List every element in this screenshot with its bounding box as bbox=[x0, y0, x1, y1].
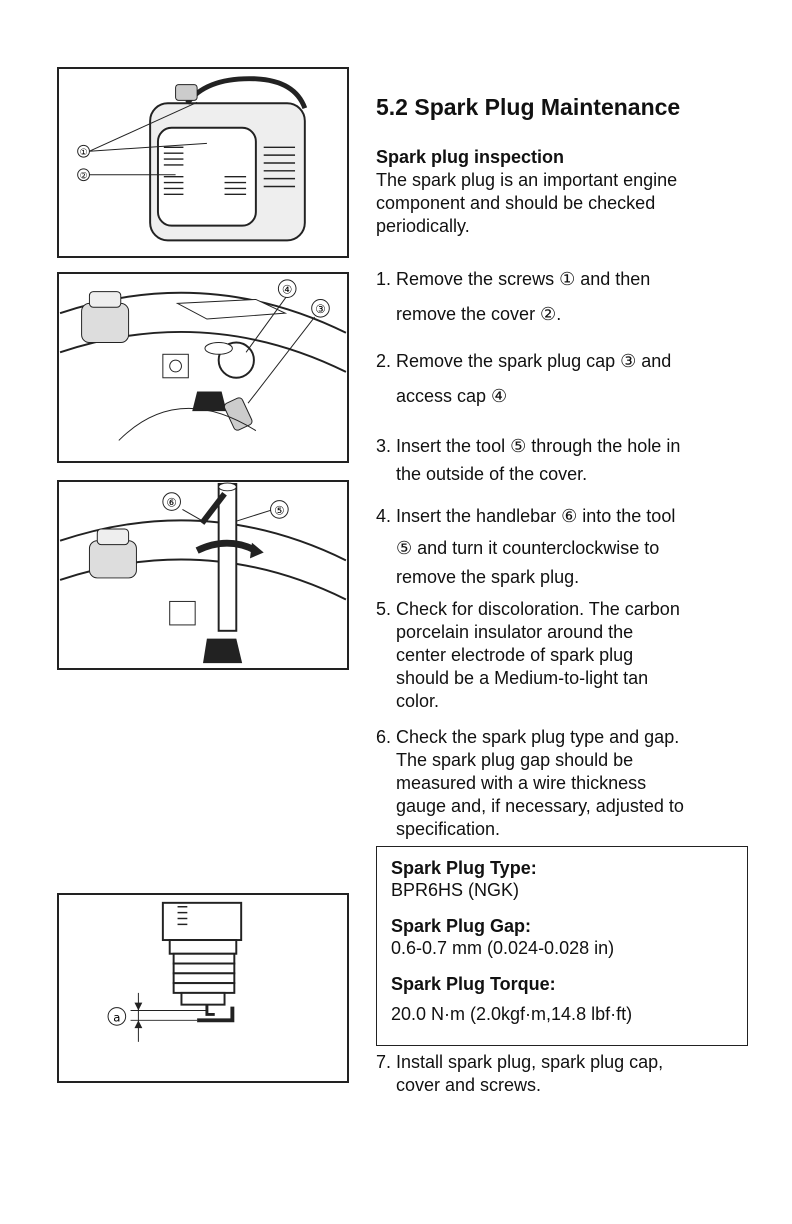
step-1 bbox=[376, 262, 736, 332]
step-4-num: 4. bbox=[376, 506, 397, 526]
callout-1: ① bbox=[79, 148, 88, 159]
step-6-line5: specification. bbox=[396, 819, 501, 839]
step-6-num: 6. bbox=[376, 727, 397, 747]
step-5 bbox=[376, 598, 736, 713]
figure-generator-overview bbox=[57, 67, 349, 258]
step-5-num: 5. bbox=[376, 599, 397, 619]
step-6-text1: Check the spark plug type and gap. bbox=[396, 727, 680, 747]
cap-removal-illustration bbox=[59, 274, 347, 461]
step-2-text1: Remove the spark plug cap ③ and bbox=[396, 351, 672, 371]
step-4 bbox=[376, 500, 736, 590]
step-6-line3: measured with a wire thickness bbox=[396, 773, 647, 793]
callout-4: ④ bbox=[281, 282, 293, 297]
step-1-line2: remove the cover ②. bbox=[396, 304, 562, 324]
callout-a: a bbox=[113, 1010, 121, 1025]
callout-6: ⑥ bbox=[166, 495, 177, 510]
step-5-line4: should be a Medium-to-light tan bbox=[396, 668, 649, 688]
figure-cap-removal bbox=[57, 272, 349, 463]
step-5-text1: Check for discoloration. The carbon bbox=[396, 599, 680, 619]
step-1-text1: Remove the screws ① and then bbox=[396, 269, 651, 289]
step-6-line2: The spark plug gap should be bbox=[396, 750, 634, 770]
generator-illustration bbox=[59, 69, 347, 256]
step-2 bbox=[376, 344, 736, 414]
step-3-text1: Insert the tool ⑤ through the hole in bbox=[396, 436, 681, 456]
spec-gap-label: Spark Plug Gap: bbox=[391, 916, 532, 936]
step-5-line2: porcelain insulator around the bbox=[396, 622, 634, 642]
figure-spark-plug-gap bbox=[57, 893, 349, 1083]
step-6-line4: gauge and, if necessary, adjusted to bbox=[396, 796, 684, 816]
inspection-block bbox=[376, 146, 736, 238]
step-3-line2: the outside of the cover. bbox=[396, 464, 588, 484]
spec-box bbox=[376, 846, 748, 1046]
step-5-line3: center electrode of spark plug bbox=[396, 645, 634, 665]
inspection-intro: The spark plug is an important engine component and should be checked periodically. bbox=[376, 170, 678, 236]
section-title: 5.2 Spark Plug Maintenance bbox=[376, 94, 681, 120]
spec-type-label: Spark Plug Type: bbox=[391, 858, 537, 878]
step-7-text1: Install spark plug, spark plug cap, bbox=[396, 1052, 664, 1072]
spec-gap-value: 0.6-0.7 mm (0.024-0.028 in) bbox=[391, 938, 615, 958]
callout-5: ⑤ bbox=[274, 503, 285, 518]
step-4-line3: remove the spark plug. bbox=[396, 567, 580, 587]
spec-torque-value: 20.0 N·m (2.0kgf·m,14.8 lbf·ft) bbox=[391, 1004, 633, 1024]
step-5-line5: color. bbox=[396, 691, 440, 711]
spec-type-value: BPR6HS (NGK) bbox=[391, 880, 520, 900]
tool-insertion-illustration bbox=[59, 482, 347, 668]
figure-tool-insertion bbox=[57, 480, 349, 670]
callout-3: ③ bbox=[315, 302, 326, 317]
step-1-line1: 1. bbox=[376, 269, 397, 289]
step-3-num: 3. bbox=[376, 436, 397, 456]
step-4-line2: ⑤ and turn it counterclockwise to bbox=[396, 538, 660, 558]
spark-plug-illustration bbox=[59, 895, 347, 1081]
callout-2: ② bbox=[79, 171, 88, 182]
step-3 bbox=[376, 432, 736, 488]
step-2-line2: access cap ④ bbox=[396, 386, 508, 406]
step-4-text1: Insert the handlebar ⑥ into the tool bbox=[396, 506, 676, 526]
step-6 bbox=[376, 726, 736, 841]
step-7-num: 7. bbox=[376, 1052, 397, 1072]
step-7 bbox=[376, 1051, 736, 1097]
step-2-num: 2. bbox=[376, 351, 397, 371]
step-7-line2: cover and screws. bbox=[396, 1075, 542, 1095]
inspection-heading: Spark plug inspection bbox=[376, 147, 565, 167]
spec-torque-label: Spark Plug Torque: bbox=[391, 974, 556, 994]
